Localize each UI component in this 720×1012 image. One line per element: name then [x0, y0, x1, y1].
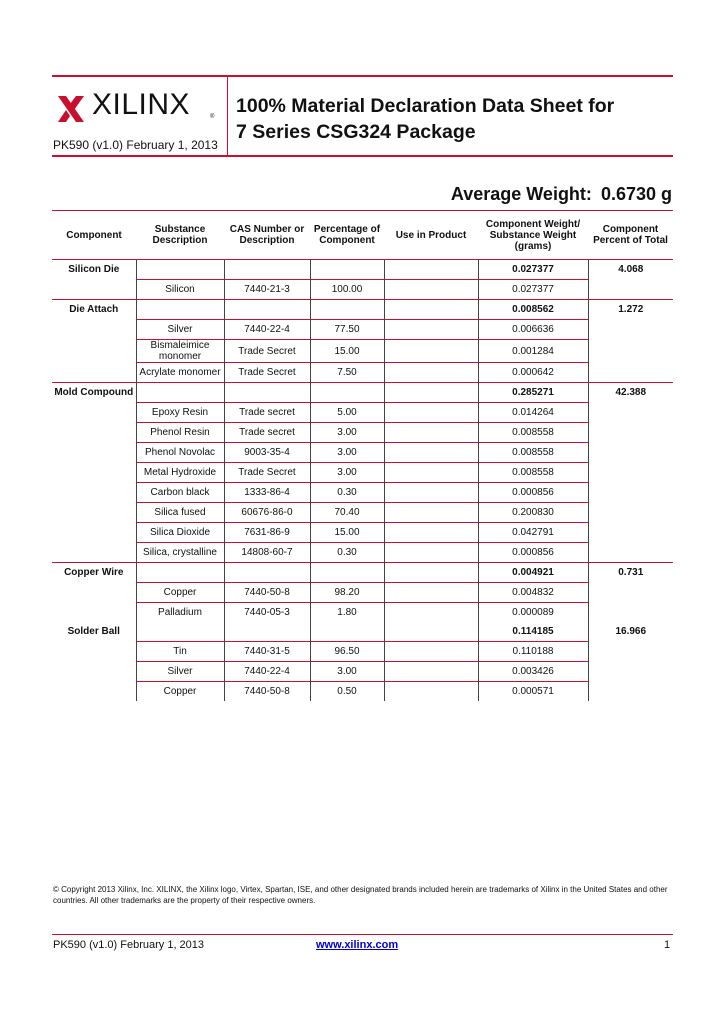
- average-weight-value: 0.6730 g: [600, 184, 672, 204]
- table-row: [52, 443, 673, 463]
- col-header: Component: [52, 211, 136, 260]
- cell-cas: Trade secret: [224, 423, 310, 443]
- cell-tot: [588, 280, 673, 300]
- cell-use: [384, 300, 478, 320]
- cell-sub: Bismaleimice monomer: [136, 340, 224, 363]
- cell-sub: Silica, crystalline: [136, 543, 224, 563]
- cell-pct: 70.40: [310, 503, 384, 523]
- footer-page-number: 1: [664, 939, 671, 951]
- cell-use: [384, 260, 478, 280]
- cell-sub: Acrylate monomer: [136, 363, 224, 383]
- cell-tot: [588, 363, 673, 383]
- cell-cas: [224, 383, 310, 403]
- cell-use: [384, 523, 478, 543]
- cell-sub: Metal Hydroxide: [136, 463, 224, 483]
- cell-cas: 7440-31-5: [224, 642, 310, 662]
- cell-wt: 0.027377: [478, 280, 588, 300]
- cell-wt: 0.008558: [478, 423, 588, 443]
- table-row: [52, 320, 673, 340]
- cell-sub: [136, 300, 224, 320]
- cell-pct: 3.00: [310, 443, 384, 463]
- table-row: [52, 260, 673, 280]
- cell-cas: [224, 563, 310, 583]
- cell-tot: 0.731: [588, 563, 673, 583]
- table-row: [52, 300, 673, 320]
- cell-tot: 16.966: [615, 626, 647, 638]
- logo-wordmark: XILINX: [92, 88, 191, 121]
- cell-comp: [52, 363, 136, 383]
- table-row: [52, 503, 673, 523]
- cell-use: [384, 403, 478, 423]
- cell-wt: 0.000856: [478, 483, 588, 503]
- cell-tot: [588, 543, 673, 563]
- table-row: [52, 423, 673, 443]
- cell-pct: 77.50: [310, 320, 384, 340]
- cell-comp: [52, 463, 136, 483]
- cell-pct: 3.00: [310, 662, 384, 682]
- table-row: [52, 622, 673, 642]
- cell-comp: [52, 403, 136, 423]
- cell-tot: [588, 483, 673, 503]
- cell-sub: Silica Dioxide: [136, 523, 224, 543]
- cell-sub: [136, 622, 224, 642]
- cell-wt: 0.004921: [478, 563, 588, 583]
- cell-pct: [310, 563, 384, 583]
- cell-tot: 1.272: [588, 300, 673, 320]
- cell-cas: Trade secret: [224, 403, 310, 423]
- cell-pct: 0.30: [310, 483, 384, 503]
- cell-comp: [52, 340, 136, 363]
- cell-use: [384, 340, 478, 363]
- cell-use: [384, 682, 478, 702]
- cell-tot: 42.388: [588, 383, 673, 403]
- cell-use: [384, 583, 478, 603]
- cell-use: [384, 603, 478, 623]
- table-row: [52, 403, 673, 423]
- cell-pct: 0.50: [310, 682, 384, 702]
- cell-comp: [52, 603, 136, 623]
- cell-comp: [52, 543, 136, 563]
- cell-pct: 0.30: [310, 543, 384, 563]
- cell-sub: Palladium: [136, 603, 224, 623]
- cell-cas: [224, 622, 310, 642]
- cell-wt: 0.008558: [478, 443, 588, 463]
- footer-rule: [52, 934, 673, 935]
- cell-comp: [52, 503, 136, 523]
- cell-comp: [52, 662, 136, 682]
- table-row: [52, 383, 673, 403]
- cell-sub: [136, 260, 224, 280]
- table-row: [52, 682, 673, 702]
- cell-sub: Phenol Novolac: [136, 443, 224, 463]
- cell-comp: [52, 483, 136, 503]
- cell-comp: Solder Ball: [67, 626, 120, 638]
- title-line-2: 7 Series CSG324 Package: [236, 121, 476, 143]
- cell-sub: Silica fused: [136, 503, 224, 523]
- copyright-notice: © Copyright 2013 Xilinx, Inc. XILINX, the Xilinx logo, Virtex, Spartan, ISE, and other designated brands included herein are trademarks of Xilinx in the United States and other countries. All other trademarks are the property of their respective owners.: [53, 885, 668, 905]
- cell-tot: [588, 642, 673, 662]
- table-header-row: [52, 211, 673, 260]
- cell-sub: [136, 563, 224, 583]
- cell-tot: [588, 583, 673, 603]
- cell-cas: 7440-21-3: [224, 280, 310, 300]
- cell-wt: 0.114185: [478, 622, 588, 642]
- cell-tot: [588, 662, 673, 682]
- top-rule: [52, 75, 673, 77]
- cell-wt: 0.110188: [478, 642, 588, 662]
- cell-comp: [52, 682, 136, 702]
- cell-cas: 7440-50-8: [224, 583, 310, 603]
- cell-cas: 7631-86-9: [224, 523, 310, 543]
- cell-wt: 0.200830: [478, 503, 588, 523]
- cell-sub: Copper: [136, 682, 224, 702]
- col-header: CAS Number or Description: [224, 211, 310, 260]
- cell-pct: [310, 622, 384, 642]
- footer-doc-id: PK590 (v1.0) February 1, 2013: [53, 939, 205, 951]
- cell-comp: [52, 320, 136, 340]
- cell-tot: [588, 320, 673, 340]
- table-row: [52, 340, 673, 363]
- table-row: [52, 523, 673, 543]
- cell-use: [384, 642, 478, 662]
- xilinx-mark-icon: [56, 94, 86, 124]
- col-header: Substance Description: [136, 211, 224, 260]
- cell-pct: 3.00: [310, 463, 384, 483]
- cell-pct: [310, 300, 384, 320]
- cell-wt: 0.008558: [478, 463, 588, 483]
- cell-use: [384, 622, 478, 642]
- col-header: Component Weight/ Substance Weight (grams): [478, 211, 588, 260]
- cell-wt: 0.006636: [478, 320, 588, 340]
- table-row: [52, 662, 673, 682]
- cell-comp: [52, 583, 136, 603]
- cell-pct: 7.50: [310, 363, 384, 383]
- table-row: [52, 603, 673, 623]
- cell-use: [384, 503, 478, 523]
- cell-sub: [136, 383, 224, 403]
- cell-cas: 1333-86-4: [224, 483, 310, 503]
- cell-cas: 7440-05-3: [224, 603, 310, 623]
- page-title: [236, 93, 614, 145]
- cell-wt: 0.000642: [478, 363, 588, 383]
- cell-use: [384, 383, 478, 403]
- cell-sub: Silicon: [136, 280, 224, 300]
- average-weight: [451, 184, 672, 205]
- cell-pct: [310, 260, 384, 280]
- cell-use: [384, 483, 478, 503]
- table-row: [52, 563, 673, 583]
- cell-wt: 0.004832: [478, 583, 588, 603]
- cell-cas: 9003-35-4: [224, 443, 310, 463]
- cell-sub: Phenol Resin: [136, 423, 224, 443]
- cell-pct: 98.20: [310, 583, 384, 603]
- cell-tot: [588, 503, 673, 523]
- footer-url-link[interactable]: www.xilinx.com: [316, 939, 399, 951]
- cell-wt: 0.003426: [478, 662, 588, 682]
- cell-sub: Silver: [136, 662, 224, 682]
- cell-pct: 3.00: [310, 423, 384, 443]
- cell-tot: [588, 443, 673, 463]
- table-row: [52, 543, 673, 563]
- cell-cas: 7440-22-4: [224, 662, 310, 682]
- cell-comp: Copper Wire: [52, 563, 136, 583]
- table-row: [52, 583, 673, 603]
- cell-pct: 15.00: [310, 523, 384, 543]
- cell-tot: 4.068: [588, 260, 673, 280]
- cell-sub: Carbon black: [136, 483, 224, 503]
- table-row: [52, 280, 673, 300]
- cell-comp: Silicon Die: [52, 260, 136, 280]
- material-table: [52, 210, 673, 701]
- header-bottom-rule: [52, 155, 673, 157]
- cell-use: [384, 423, 478, 443]
- cell-comp: [52, 280, 136, 300]
- cell-wt: 0.000089: [478, 603, 588, 623]
- logo-registered: ®: [210, 114, 215, 120]
- cell-cas: Trade Secret: [224, 463, 310, 483]
- cell-use: [384, 443, 478, 463]
- cell-sub: Copper: [136, 583, 224, 603]
- col-header: Percentage of Component: [310, 211, 384, 260]
- title-line-1: 100% Material Declaration Data Sheet for: [236, 95, 615, 117]
- cell-comp: [52, 423, 136, 443]
- table-body: [52, 260, 673, 702]
- cell-pct: 100.00: [310, 280, 384, 300]
- cell-comp: [52, 523, 136, 543]
- cell-pct: 96.50: [310, 642, 384, 662]
- cell-wt: 0.008562: [478, 300, 588, 320]
- cell-wt: 0.042791: [478, 523, 588, 543]
- cell-pct: [310, 383, 384, 403]
- cell-tot: [588, 682, 673, 702]
- cell-pct: 15.00: [310, 340, 384, 363]
- cell-wt: 0.001284: [478, 340, 588, 363]
- cell-pct: 1.80: [310, 603, 384, 623]
- cell-cas: Trade Secret: [224, 340, 310, 363]
- cell-use: [384, 320, 478, 340]
- cell-use: [384, 280, 478, 300]
- cell-wt: 0.285271: [478, 383, 588, 403]
- cell-cas: 7440-50-8: [224, 682, 310, 702]
- cell-comp: Die Attach: [52, 300, 136, 320]
- cell-comp: Mold Compound: [52, 383, 136, 403]
- cell-tot: [588, 403, 673, 423]
- table-row: [52, 483, 673, 503]
- average-weight-label: Average Weight:: [450, 184, 592, 204]
- cell-comp: [52, 443, 136, 463]
- cell-use: [384, 662, 478, 682]
- header-doc-id: PK590 (v1.0) February 1, 2013: [53, 138, 218, 152]
- table-row: [52, 363, 673, 383]
- cell-use: [384, 543, 478, 563]
- cell-tot: [588, 463, 673, 483]
- cell-cas: 60676-86-0: [224, 503, 310, 523]
- col-header: Component Percent of Total: [588, 211, 673, 260]
- cell-wt: 0.027377: [478, 260, 588, 280]
- header-divider: [227, 76, 228, 156]
- cell-use: [384, 463, 478, 483]
- cell-cas: [224, 300, 310, 320]
- xilinx-logo: [56, 88, 216, 126]
- cell-wt: 0.000856: [478, 543, 588, 563]
- cell-tot: [588, 603, 673, 623]
- col-header: Use in Product: [384, 211, 478, 260]
- cell-cas: Trade Secret: [224, 363, 310, 383]
- table-row: [52, 463, 673, 483]
- cell-cas: [224, 260, 310, 280]
- table-row: [52, 642, 673, 662]
- cell-cas: 14808-60-7: [224, 543, 310, 563]
- cell-pct: 5.00: [310, 403, 384, 423]
- cell-use: [384, 363, 478, 383]
- cell-use: [384, 563, 478, 583]
- cell-sub: Tin: [136, 642, 224, 662]
- cell-sub: Silver: [136, 320, 224, 340]
- cell-wt: 0.000571: [478, 682, 588, 702]
- cell-wt: 0.014264: [478, 403, 588, 423]
- cell-tot: [588, 423, 673, 443]
- cell-tot: [588, 340, 673, 363]
- cell-cas: 7440-22-4: [224, 320, 310, 340]
- cell-tot: [588, 523, 673, 543]
- cell-sub: Epoxy Resin: [136, 403, 224, 423]
- cell-comp: [52, 642, 136, 662]
